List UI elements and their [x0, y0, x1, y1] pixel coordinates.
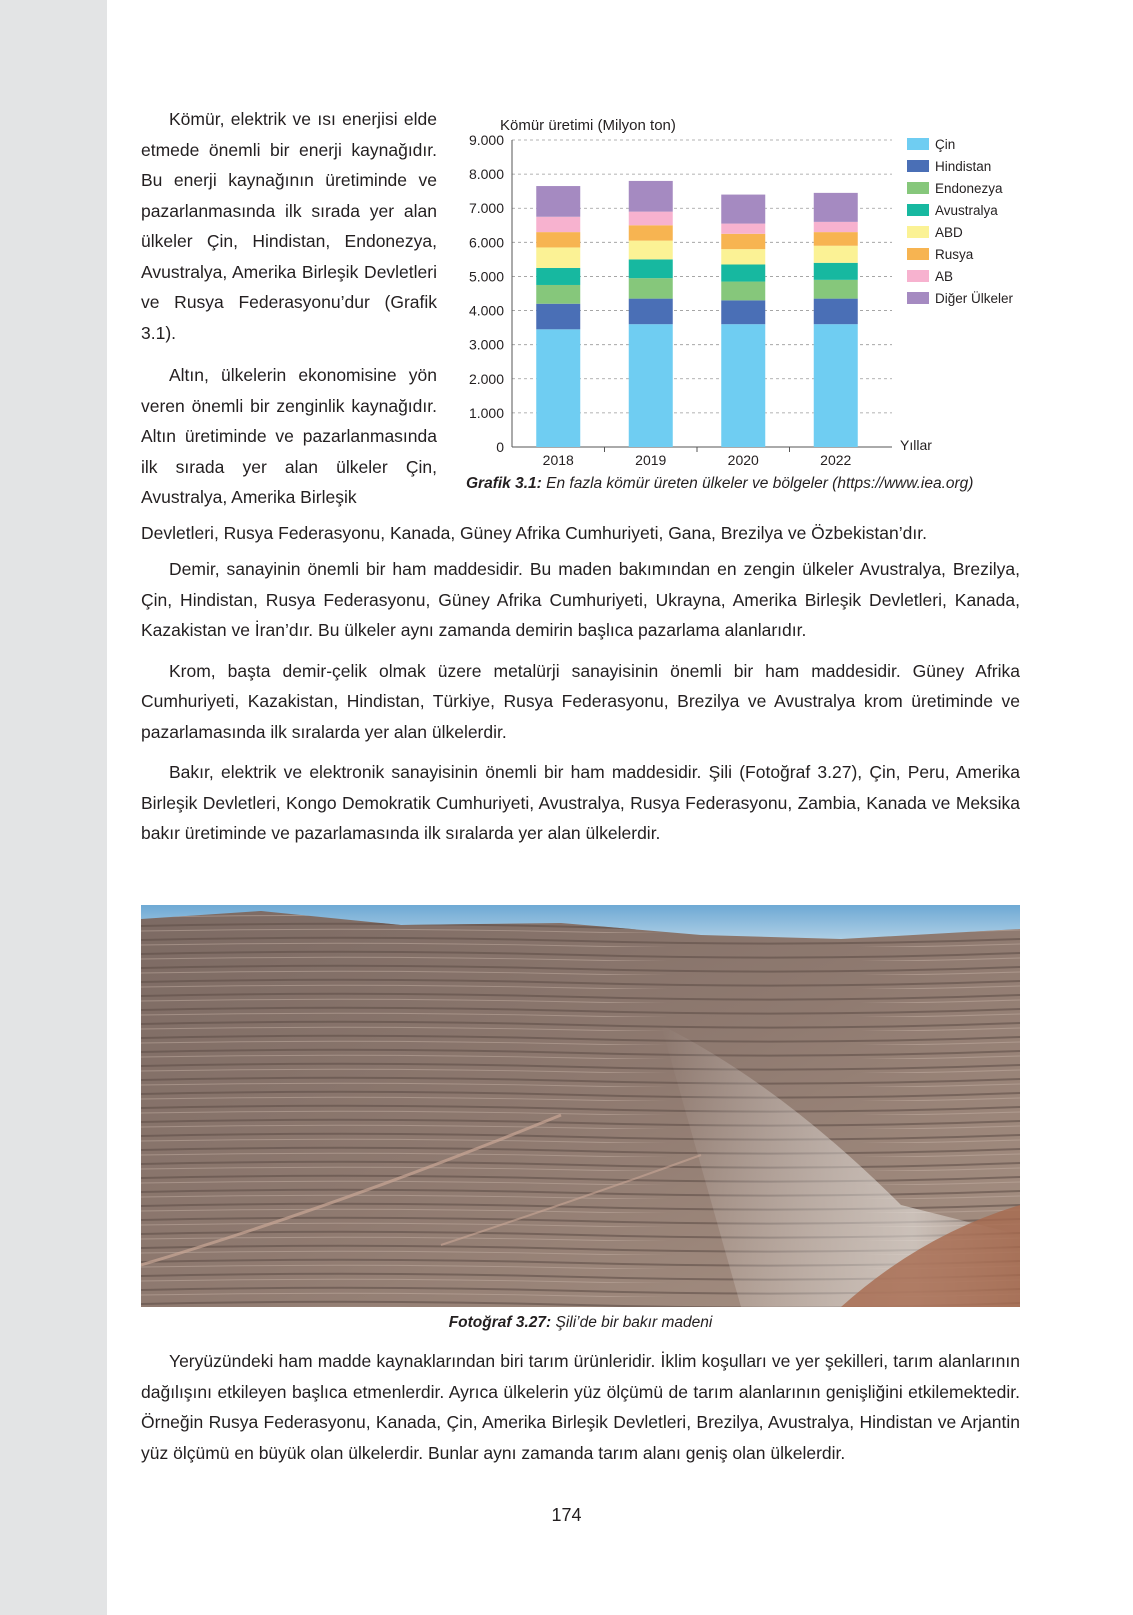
x-tick-label: 2020 — [727, 452, 759, 468]
y-tick-label: 2.000 — [468, 370, 504, 387]
y-tick-label: 8.000 — [468, 166, 504, 183]
bar-segment — [814, 280, 858, 299]
bar-segment — [536, 329, 580, 447]
bar-segment — [629, 324, 673, 447]
bar-segment — [629, 241, 673, 260]
legend-swatch — [907, 182, 929, 194]
legend-swatch — [907, 292, 929, 304]
bar-segment — [536, 304, 580, 330]
legend-label: Diğer Ülkeler — [935, 291, 1014, 306]
bar-segment — [721, 234, 765, 249]
coal-production-chart — [452, 112, 1027, 477]
y-tick-label: 6.000 — [468, 234, 504, 251]
legend-swatch — [907, 248, 929, 260]
bar-segment — [721, 282, 765, 301]
bar-segment — [814, 246, 858, 263]
x-axis-title: Yıllar — [900, 437, 932, 453]
bar-segment — [536, 217, 580, 232]
legend-label: Rusya — [935, 247, 974, 262]
gold-paragraph-continuation: Devletleri, Rusya Federasyonu, Kanada, Güney Afrika Cumhuriyeti, Gana, Brezilya ve Özbekistan’dır. — [141, 523, 927, 543]
bar-segment — [721, 249, 765, 264]
y-tick-label: 5.000 — [468, 268, 504, 285]
coal-paragraph: Kömür, elektrik ve ısı enerjisi elde etmede önemli bir enerji kaynağıdır. Bu enerji kaynağının üretiminde ve pazarlanmasında ilk sırada yer alan ülkeler Çin, Hindistan, Endonezya, Avustralya, Amerika Birleşik Devletleri ve Rusya Federasyonu’dur (Grafik 3.1). — [141, 109, 437, 343]
bar-segment — [721, 265, 765, 282]
photo-caption: Fotoğraf 3.27: Şili’de bir bakır madeni — [448, 1314, 713, 1331]
bar-segment — [536, 232, 580, 247]
chrome-paragraph: Krom, başta demir-çelik olmak üzere metalürji sanayisinin önemli bir ham maddesidir. Güney Afrika Cumhuriyeti, Kazakistan, Hindistan, Türkiye, Rusya Federasyonu, Brezilya ve Avustralya krom üretiminde ve pazarlamasında ilk sıralarda yer alan ülkelerdir. — [141, 660, 1020, 742]
legend-swatch — [907, 270, 929, 282]
iron-paragraph: Demir, sanayinin önemli bir ham maddesidir. Bu maden bakımından en zengin ülkeler Avustralya, Brezilya, Çin, Hindistan, Rusya Federasyonu, Güney Afrika Cumhuriyeti, Ukrayna, Amerika Birleşik Devletleri, Kanada, Kazakistan ve İran’dır. Bu ülkeler aynı zamanda demirin başlıca pazarlama alanlarıdır. — [141, 559, 1020, 640]
bar-segment — [721, 224, 765, 234]
x-tick-label: 2019 — [635, 452, 667, 468]
legend-swatch — [907, 138, 929, 150]
bar-segment — [721, 324, 765, 447]
page-number: 174 — [551, 1505, 582, 1525]
y-tick-label: 7.000 — [468, 200, 504, 217]
copper-paragraph: Bakır, elektrik ve elektronik sanayisinin önemli bir ham maddesidir. Şili (Fotoğraf 3.27), Çin, Peru, Amerika Birleşik Devletleri, Kongo Demokratik Cumhuriyeti, Avustralya, Rusya Federasyonu, Zambia, Kanada ve Meksika bakır üretiminde ve pazarlamasında ilk sıralarda yer alan ülkelerdir. — [141, 762, 1020, 843]
bar-segment — [814, 324, 858, 447]
bar-segment — [814, 299, 858, 325]
bar-segment — [629, 181, 673, 212]
legend-swatch — [907, 226, 929, 238]
agriculture-text — [141, 1346, 1020, 1468]
x-tick-label: 2022 — [820, 452, 852, 468]
gold-paragraph: Altın, ülkelerin ekonomisine yön veren önemli bir zenginlik kaynağıdır. Altın üretiminde ve pazarlanmasında ilk sırada yer alan ülkeler Çin, Avustralya, Amerika Birleşik — [141, 365, 437, 507]
y-axis-title: Kömür üretimi (Milyon ton) — [500, 117, 676, 134]
body-text — [141, 554, 1020, 849]
legend-swatch — [907, 160, 929, 172]
bar-segment — [629, 212, 673, 226]
y-tick-label: 4.000 — [468, 302, 504, 319]
copper-mine-photo — [141, 905, 1020, 1307]
legend-label: Avustralya — [935, 203, 998, 218]
legend-label: AB — [935, 269, 954, 284]
bar-segment — [721, 300, 765, 324]
bar-segment — [814, 193, 858, 222]
bar-segment — [629, 299, 673, 325]
bar-segment — [814, 263, 858, 280]
bar-segment — [629, 278, 673, 298]
legend-label: Endonezya — [935, 181, 1003, 196]
legend-label: Çin — [935, 137, 956, 152]
y-tick-label: 3.000 — [468, 336, 504, 353]
bar-segment — [814, 222, 858, 232]
bar-segment — [536, 268, 580, 285]
bar-segment — [629, 259, 673, 278]
bar-segment — [536, 285, 580, 304]
y-tick-label: 1.000 — [468, 404, 504, 421]
bar-segment — [629, 225, 673, 240]
chart-caption: Grafik 3.1: En fazla kömür üreten ülkeler ve bölgeler (https://www.iea.org) — [466, 475, 974, 492]
legend-label: Hindistan — [935, 159, 992, 174]
bar-segment — [721, 195, 765, 224]
bar-segment — [536, 186, 580, 217]
y-tick-label: 0 — [496, 439, 504, 455]
page-margin-strip — [0, 0, 107, 1615]
bar-segment — [814, 232, 858, 246]
legend-swatch — [907, 204, 929, 216]
y-tick-label: 9.000 — [468, 132, 504, 148]
x-tick-label: 2018 — [542, 452, 574, 468]
agriculture-paragraph: Yeryüzündeki ham madde kaynaklarından biri tarım ürünleridir. İklim koşulları ve yer şekilleri, tarım alanlarının dağılışını etkileyen başlıca etmenlerdir. Ayrıca ülkelerin yüz ölçümü de tarım alanlarının genişliğini etkilemektedir. Örneğin Rusya Federasyonu, Kanada, Çin, Amerika Birleşik Devletleri, Brezilya, Avustralya, Hindistan ve Arjantin yüz ölçümü en büyük olan ülkelerdir. Bunlar aynı zamanda tarım alanı geniş olan ülkelerdir. — [141, 1351, 1020, 1463]
legend-label: ABD — [935, 225, 963, 240]
bar-segment — [536, 247, 580, 267]
intro-column — [141, 104, 437, 525]
